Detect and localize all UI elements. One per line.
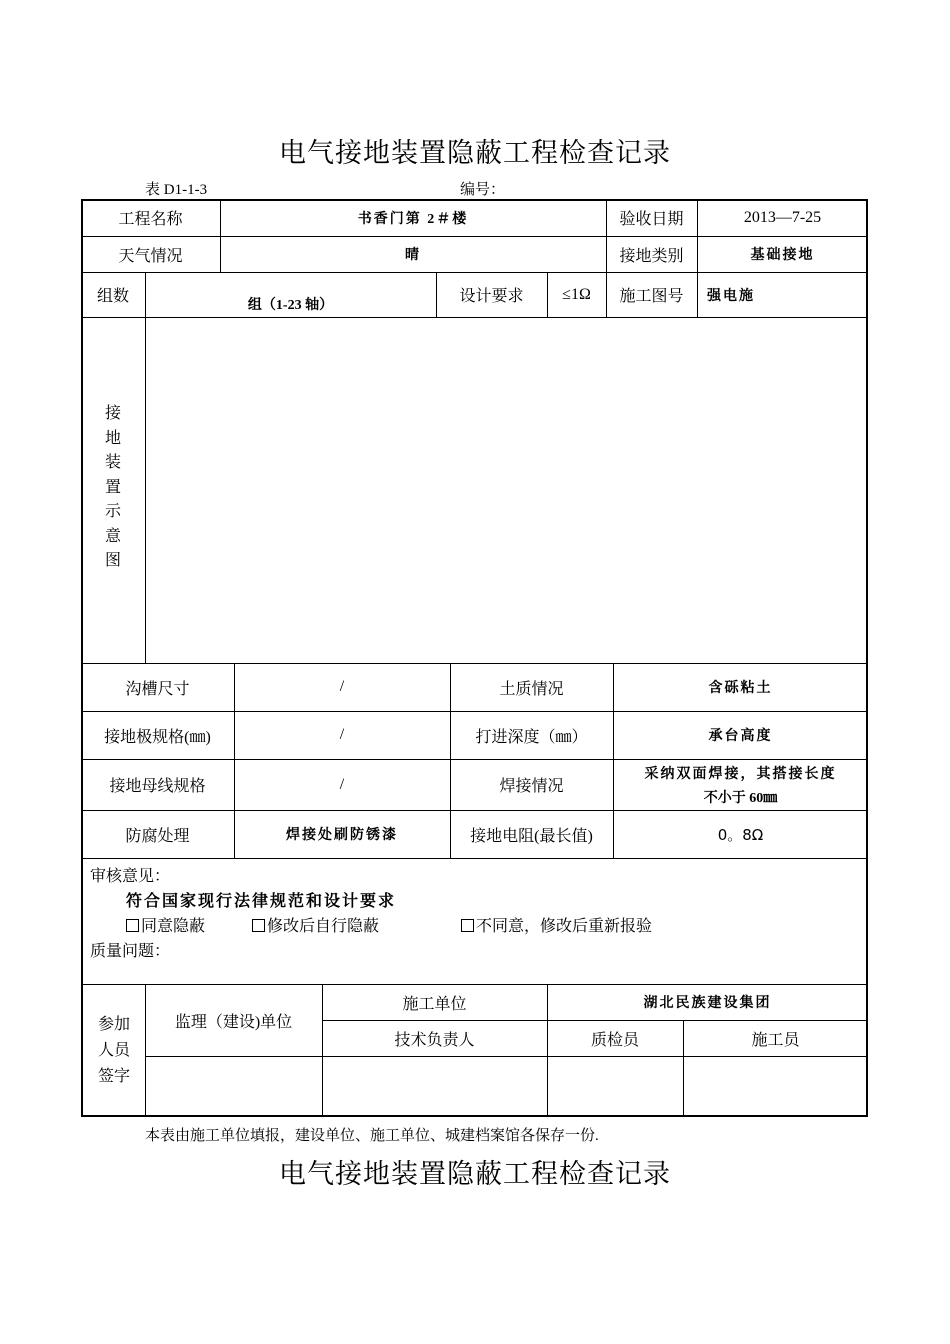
- tech-lead-signature-field[interactable]: [323, 1057, 546, 1116]
- project-name-label: 工程名称: [118, 211, 183, 228]
- design-requirement-label: 设计要求: [459, 288, 524, 305]
- design-requirement-value: ≤1Ω: [562, 285, 591, 303]
- inspector-label: 质检员: [590, 1031, 639, 1049]
- trench-size-value: /: [339, 678, 345, 695]
- checkbox-icon[interactable]: [252, 919, 265, 932]
- busbar-spec-label: 接地母线规格: [109, 778, 206, 795]
- contractor-label: 施工单位: [402, 995, 467, 1013]
- groups-value: 组（1-23 轴）: [247, 297, 334, 313]
- review-label: 审核意见：: [90, 868, 171, 885]
- worker-signature-field[interactable]: [684, 1057, 867, 1116]
- welding-value-line2: 不小于 60㎜: [703, 791, 778, 806]
- tech-lead-label: 技术负责人: [394, 1031, 475, 1049]
- option-reject[interactable]: 不同意，修改后重新报验: [461, 913, 652, 936]
- page-title: 电气接地装置隐蔽工程检查记录: [279, 138, 671, 169]
- review-opinion: 符合国家现行法律规范和设计要求: [126, 893, 397, 910]
- ground-resistance-value: 0。8Ω: [717, 825, 764, 844]
- option-approve[interactable]: 同意隐蔽: [126, 913, 205, 936]
- weather-value: 晴: [405, 248, 421, 263]
- inspector-signature-field[interactable]: [548, 1057, 682, 1116]
- ground-type-value: 基础接地: [750, 248, 815, 263]
- electrode-spec-label: 接地极规格(㎜): [104, 728, 211, 746]
- weather-label: 天气情况: [118, 247, 183, 265]
- checkbox-icon[interactable]: [126, 919, 139, 932]
- project-name-value: 书香门第 2＃楼: [357, 211, 469, 227]
- repeat-title: 电气接地装置隐蔽工程检查记录: [279, 1159, 671, 1190]
- welding-value-line1: 采纳双面焊接，其搭接长度: [644, 767, 837, 782]
- trench-size-label: 沟槽尺寸: [125, 680, 190, 698]
- number-label: 编号：: [460, 182, 506, 198]
- option-modify-conceal[interactable]: 修改后自行隐蔽: [252, 913, 379, 936]
- diagram-area: [146, 318, 867, 662]
- row-divider: [81, 858, 868, 859]
- contractor-value: 湖北民族建设集团: [643, 996, 772, 1011]
- groups-label: 组数: [96, 288, 129, 305]
- acceptance-date-label: 验收日期: [619, 211, 684, 228]
- drawing-number-value: 强电施: [707, 288, 755, 304]
- soil-condition-value: 含砾粘土: [708, 681, 773, 696]
- soil-condition-label: 土质情况: [499, 680, 564, 698]
- worker-label: 施工员: [751, 1031, 800, 1049]
- welding-label: 焊接情况: [499, 778, 564, 795]
- drawing-number-label: 施工图号: [619, 288, 684, 305]
- driving-depth-value: 承台高度: [708, 729, 773, 744]
- driving-depth-label: 打进深度（㎜）: [475, 728, 588, 746]
- quality-issues-label: 质量问题：: [90, 943, 171, 960]
- participants-label: 参加 人员 签字: [97, 1016, 130, 1085]
- form-code: 表 D1-1-3: [145, 182, 208, 198]
- anticorrosion-label: 防腐处理: [125, 827, 190, 845]
- checkbox-icon[interactable]: [461, 919, 474, 932]
- acceptance-date-value: 2013—7-25: [743, 208, 822, 226]
- supervision-signature-field[interactable]: [146, 1057, 321, 1116]
- anticorrosion-value: 焊接处刷防锈漆: [286, 828, 398, 843]
- diagram-label: 接 地 装 置 示 意 图: [104, 405, 121, 569]
- ground-type-label: 接地类别: [619, 247, 684, 265]
- footer-note: 本表由施工单位填报，建设单位、施工单位、城建档案馆各保存一份.: [145, 1128, 599, 1144]
- supervision-unit-label: 监理（建设)单位: [174, 1013, 293, 1031]
- busbar-spec-value: /: [339, 775, 345, 793]
- electrode-spec-value: /: [339, 726, 345, 743]
- ground-resistance-label: 接地电阻(最长值): [470, 827, 593, 845]
